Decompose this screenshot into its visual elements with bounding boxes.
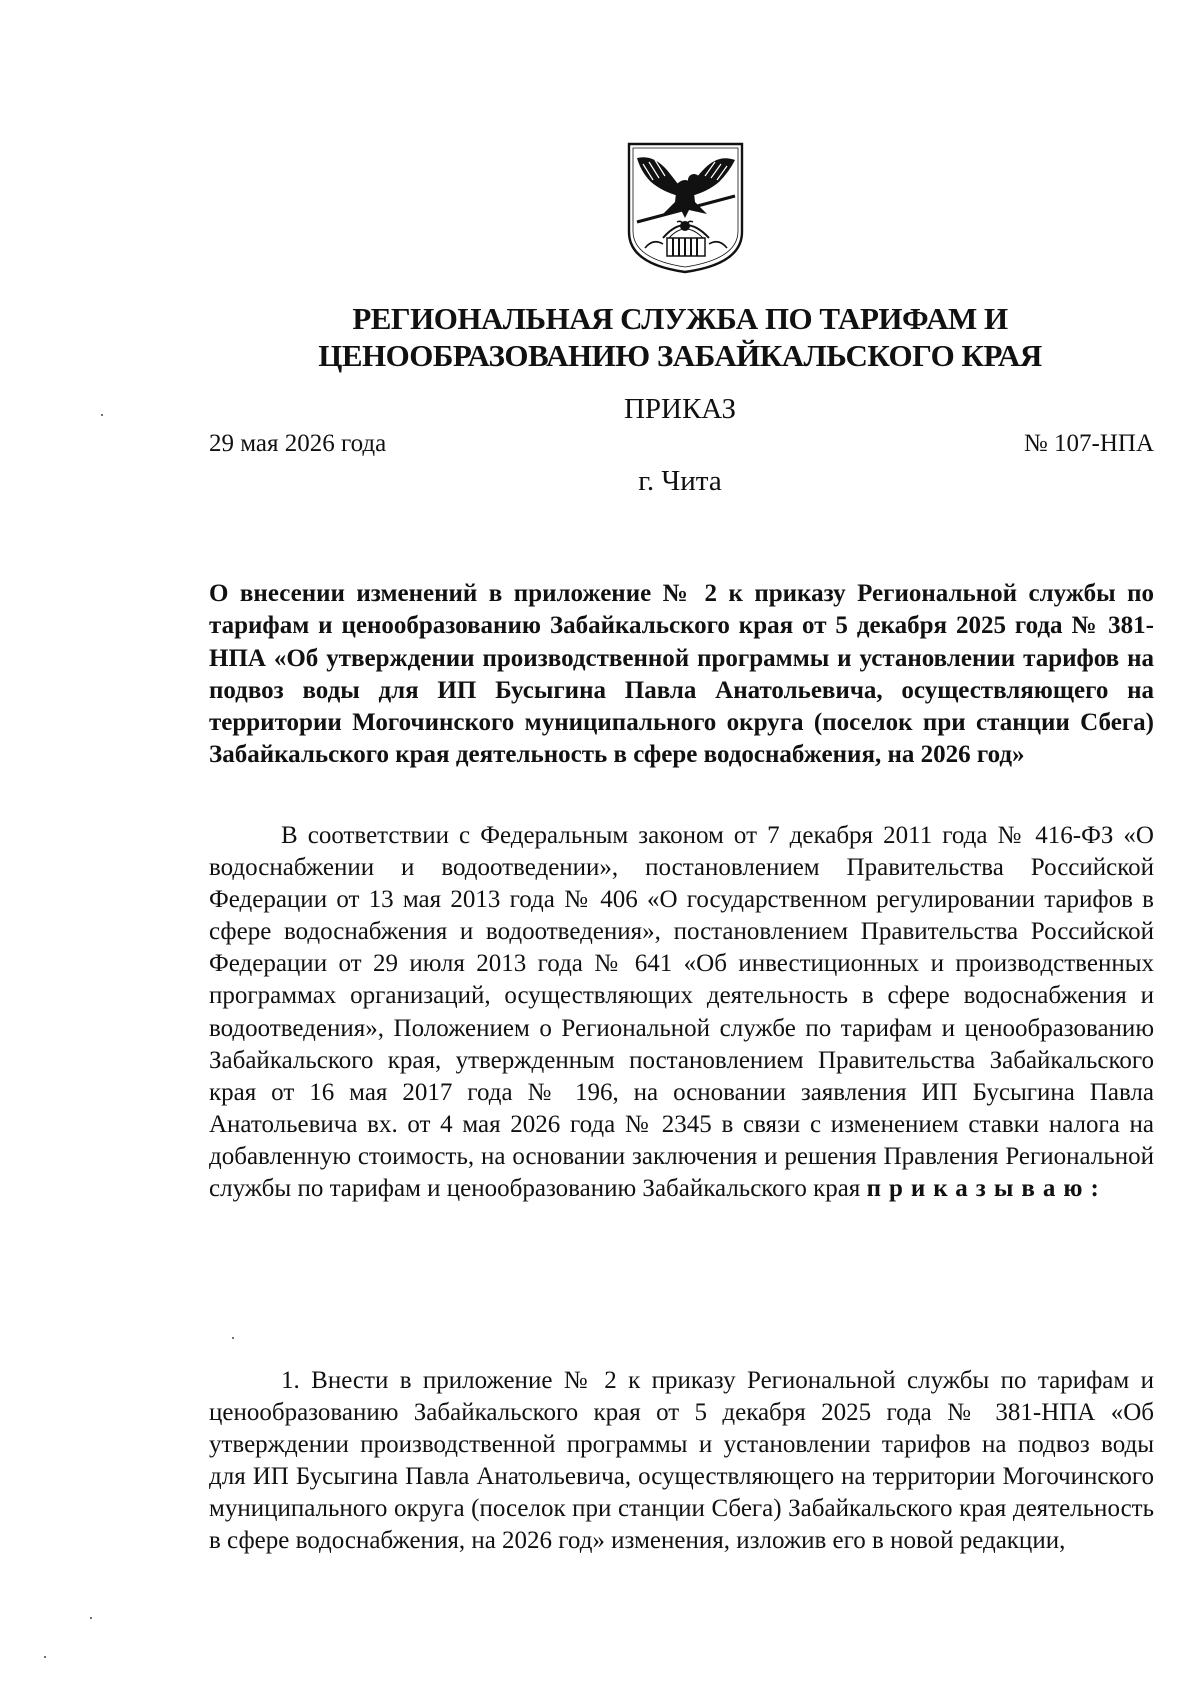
item-1-paragraph: 1. Внести в приложение № 2 к приказу Региональной службы по тарифам и ценообразованию Забайкальского края от 5 декабря 2025 года № 381-НПА «Об утверждении производственной программы и установлении тарифов на подвоз воды для ИП Бусыгина Павла Анатольевича, осуществляющего на территории Могочинского муниципального округа (поселок при станции Сбега) Забайкальского края деятельность в сфере водоснабжения, на 2026 год» изменения, изложив его в новой редакции, (209, 1367, 1154, 1555)
preamble-paragraph (209, 820, 1154, 1205)
scan-speck (232, 1337, 234, 1339)
organization-name-line1: РЕГИОНАЛЬНАЯ СЛУЖБА ПО ТАРИФАМ И (352, 301, 1008, 336)
scan-speck (90, 1617, 92, 1619)
order-word: приказываю: (866, 1175, 1107, 1203)
coat-of-arms-icon (623, 140, 748, 275)
document-number: № 107-НПА (1023, 430, 1154, 457)
organization-name-line2: ЦЕНООБРАЗОВАНИЮ ЗАБАЙКАЛЬСКОГО КРАЯ (318, 338, 1042, 373)
document-city: г. Чита (638, 465, 722, 497)
scan-speck (44, 1656, 46, 1658)
document-title: О внесении изменений в приложение № 2 к приказу Региональной службы по тарифам и ценообразованию Забайкальского края от 5 декабря 2025 года № 381-НПА «Об утверждении производственной программы и установлении тарифов на подвоз воды для ИП Бусыгина Павла Анатольевича, осуществляющего на территории Могочинского муниципального округа (поселок при станции Сбега) Забайкальского края деятельность в сфере водоснабжения, на 2026 год» (209, 580, 1154, 769)
document-date: 29 мая 2026 года (209, 430, 387, 457)
document-type: ПРИКАЗ (623, 393, 737, 425)
scan-speck (101, 414, 103, 416)
preamble-text: В соответствии с Федеральным законом от 7 декабря 2011 года № 416-ФЗ «О водоснабжении и водоотведении», постановлением Правительства Российской Федерации от 13 мая 2013 года № 406 «О государственном регулировании тарифов в сфере водоснабжения и водоотведения», постановлением Правительства Российской Федерации от 29 июля 2013 года № 641 «Об инвестиционных и производственных программах организаций, осуществляющих деятельность в сфере водоснабжения и водоотведения», Положением о Региональной службе по тарифам и ценообразованию Забайкальского края, утвержденным постановлением Правительства Забайкальского края от 16 мая 2017 года № 196, на основании заявления ИП Бусыгина Павла Анатольевича вх. от 4 мая 2026 года № 2345 в связи с изменением ставки налога на добавленную стоимость, на основании заключения и решения Правления Региональной службы по тарифам и ценообразованию Забайкальского края (209, 822, 1154, 1203)
